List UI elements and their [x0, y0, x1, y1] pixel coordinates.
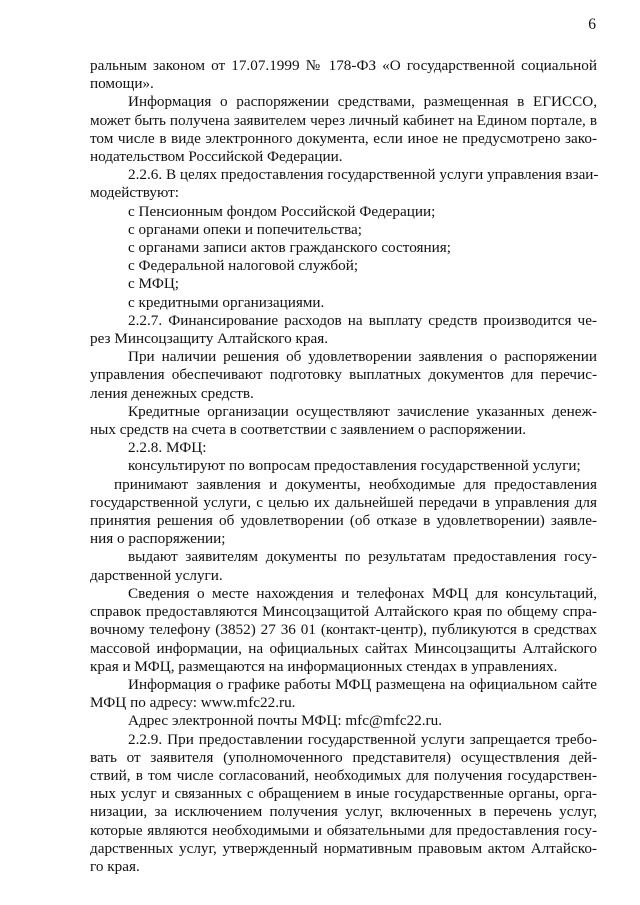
text-line: го края.	[90, 857, 140, 875]
text-line: массовой информации, на официальных сайтах Минсоцзащиты Алтайского	[90, 639, 597, 657]
text-line: 2.2.7. Финансирование расходов на выплату средств производится че-	[128, 311, 597, 329]
text-line: консультируют по вопросам предоставления государственной услуги;	[128, 457, 581, 475]
text-line: с кредитными организациями.	[128, 293, 325, 311]
text-line: которые являются необходимыми и обязательными для предоставления госу-	[90, 821, 597, 839]
text-line: ния о распоряжении;	[90, 530, 226, 548]
text-line: с Пенсионным фондом Российской Федерации;	[128, 202, 436, 220]
text-line: ления денежных средств.	[90, 384, 254, 402]
text-line: вать от заявителя (уполномоченного представителя) осуществления дей-	[90, 748, 597, 766]
text-line: принимают заявления и документы, необходимые для предоставления	[114, 475, 597, 493]
text-line: Кредитные организации осуществляют зачисление указанных денеж-	[128, 402, 597, 420]
text-line: При наличии решения об удовлетворении заявления о распоряжении	[128, 348, 597, 366]
text-line: края и МФЦ, размещаются на информационных стендах в управлениях.	[90, 657, 558, 675]
text-line: с органами записи актов гражданского состояния;	[128, 239, 451, 257]
document-body	[90, 57, 597, 876]
text-line: Сведения о месте нахождения и телефонах МФЦ для консультаций,	[128, 584, 597, 602]
text-line: 2.2.9. При предоставлении государственной услуги запрещается требо-	[128, 730, 597, 748]
text-line: модействуют:	[90, 184, 179, 202]
text-line: низации, за исключением получения услуг, включенных в перечень услуг,	[90, 803, 597, 821]
text-line: с Федеральной налоговой службой;	[128, 257, 359, 275]
text-line: нодательством Российской Федерации.	[90, 148, 343, 166]
text-line: выдают заявителям документы по результатам предоставления госу-	[128, 548, 597, 566]
text-line: управления обеспечивают подготовку выплатных документов для перечис-	[90, 366, 597, 384]
text-line: МФЦ по адресу: www.mfc22.ru.	[90, 694, 296, 712]
text-line: дарственных услуг, утвержденный нормативным правовым актом Алтайско-	[90, 839, 597, 857]
text-line: может быть получена заявителем через личный кабинет на Едином портале, в	[90, 111, 597, 129]
text-line: рез Минсоцзащиту Алтайского края.	[90, 330, 329, 348]
text-line: государственной услуги, с целью их дальнейшей передачи в управления для	[90, 493, 597, 511]
text-line: помощи».	[90, 75, 154, 93]
text-line: Адрес электронной почты МФЦ: mfc@mfc22.ru.	[128, 712, 443, 730]
text-line: вочному телефону (3852) 27 36 01 (контакт-центр), публикуются в средствах	[90, 621, 597, 639]
text-line: справок предоставляются Минсоцзащитой Алтайского края по общему спра-	[90, 603, 597, 621]
text-line: 2.2.6. В целях предоставления государственной услуги управления взаи-	[128, 166, 599, 184]
text-line: дарственной услуги.	[90, 566, 223, 584]
text-line: том числе в виде электронного документа, если иное не предусмотрено зако-	[90, 129, 597, 147]
text-line: ральным законом от 17.07.1999 № 178-ФЗ «О государственной социальной	[90, 57, 597, 74]
text-line: с МФЦ;	[128, 275, 180, 293]
page-number: 6	[588, 16, 596, 33]
text-line: с органами опеки и попечительства;	[128, 220, 362, 238]
text-line: принятия решения об удовлетворении (об отказе в удовлетворении) заявле-	[90, 512, 597, 530]
text-line: Информация о графике работы МФЦ размещена на официальном сайте	[128, 675, 597, 693]
text-line: ствий, в том числе согласований, необходимых для получения государствен-	[90, 766, 597, 784]
text-line: ных средств на счета в соответствии с заявлением о распоряжении.	[90, 421, 527, 439]
text-line: 2.2.8. МФЦ:	[128, 439, 207, 457]
text-line: ных услуг и связанных с обращением в иные государственные органы, орга-	[90, 785, 597, 803]
text-line: Информация о распоряжении средствами, размещенная в ЕГИССО,	[128, 93, 597, 111]
